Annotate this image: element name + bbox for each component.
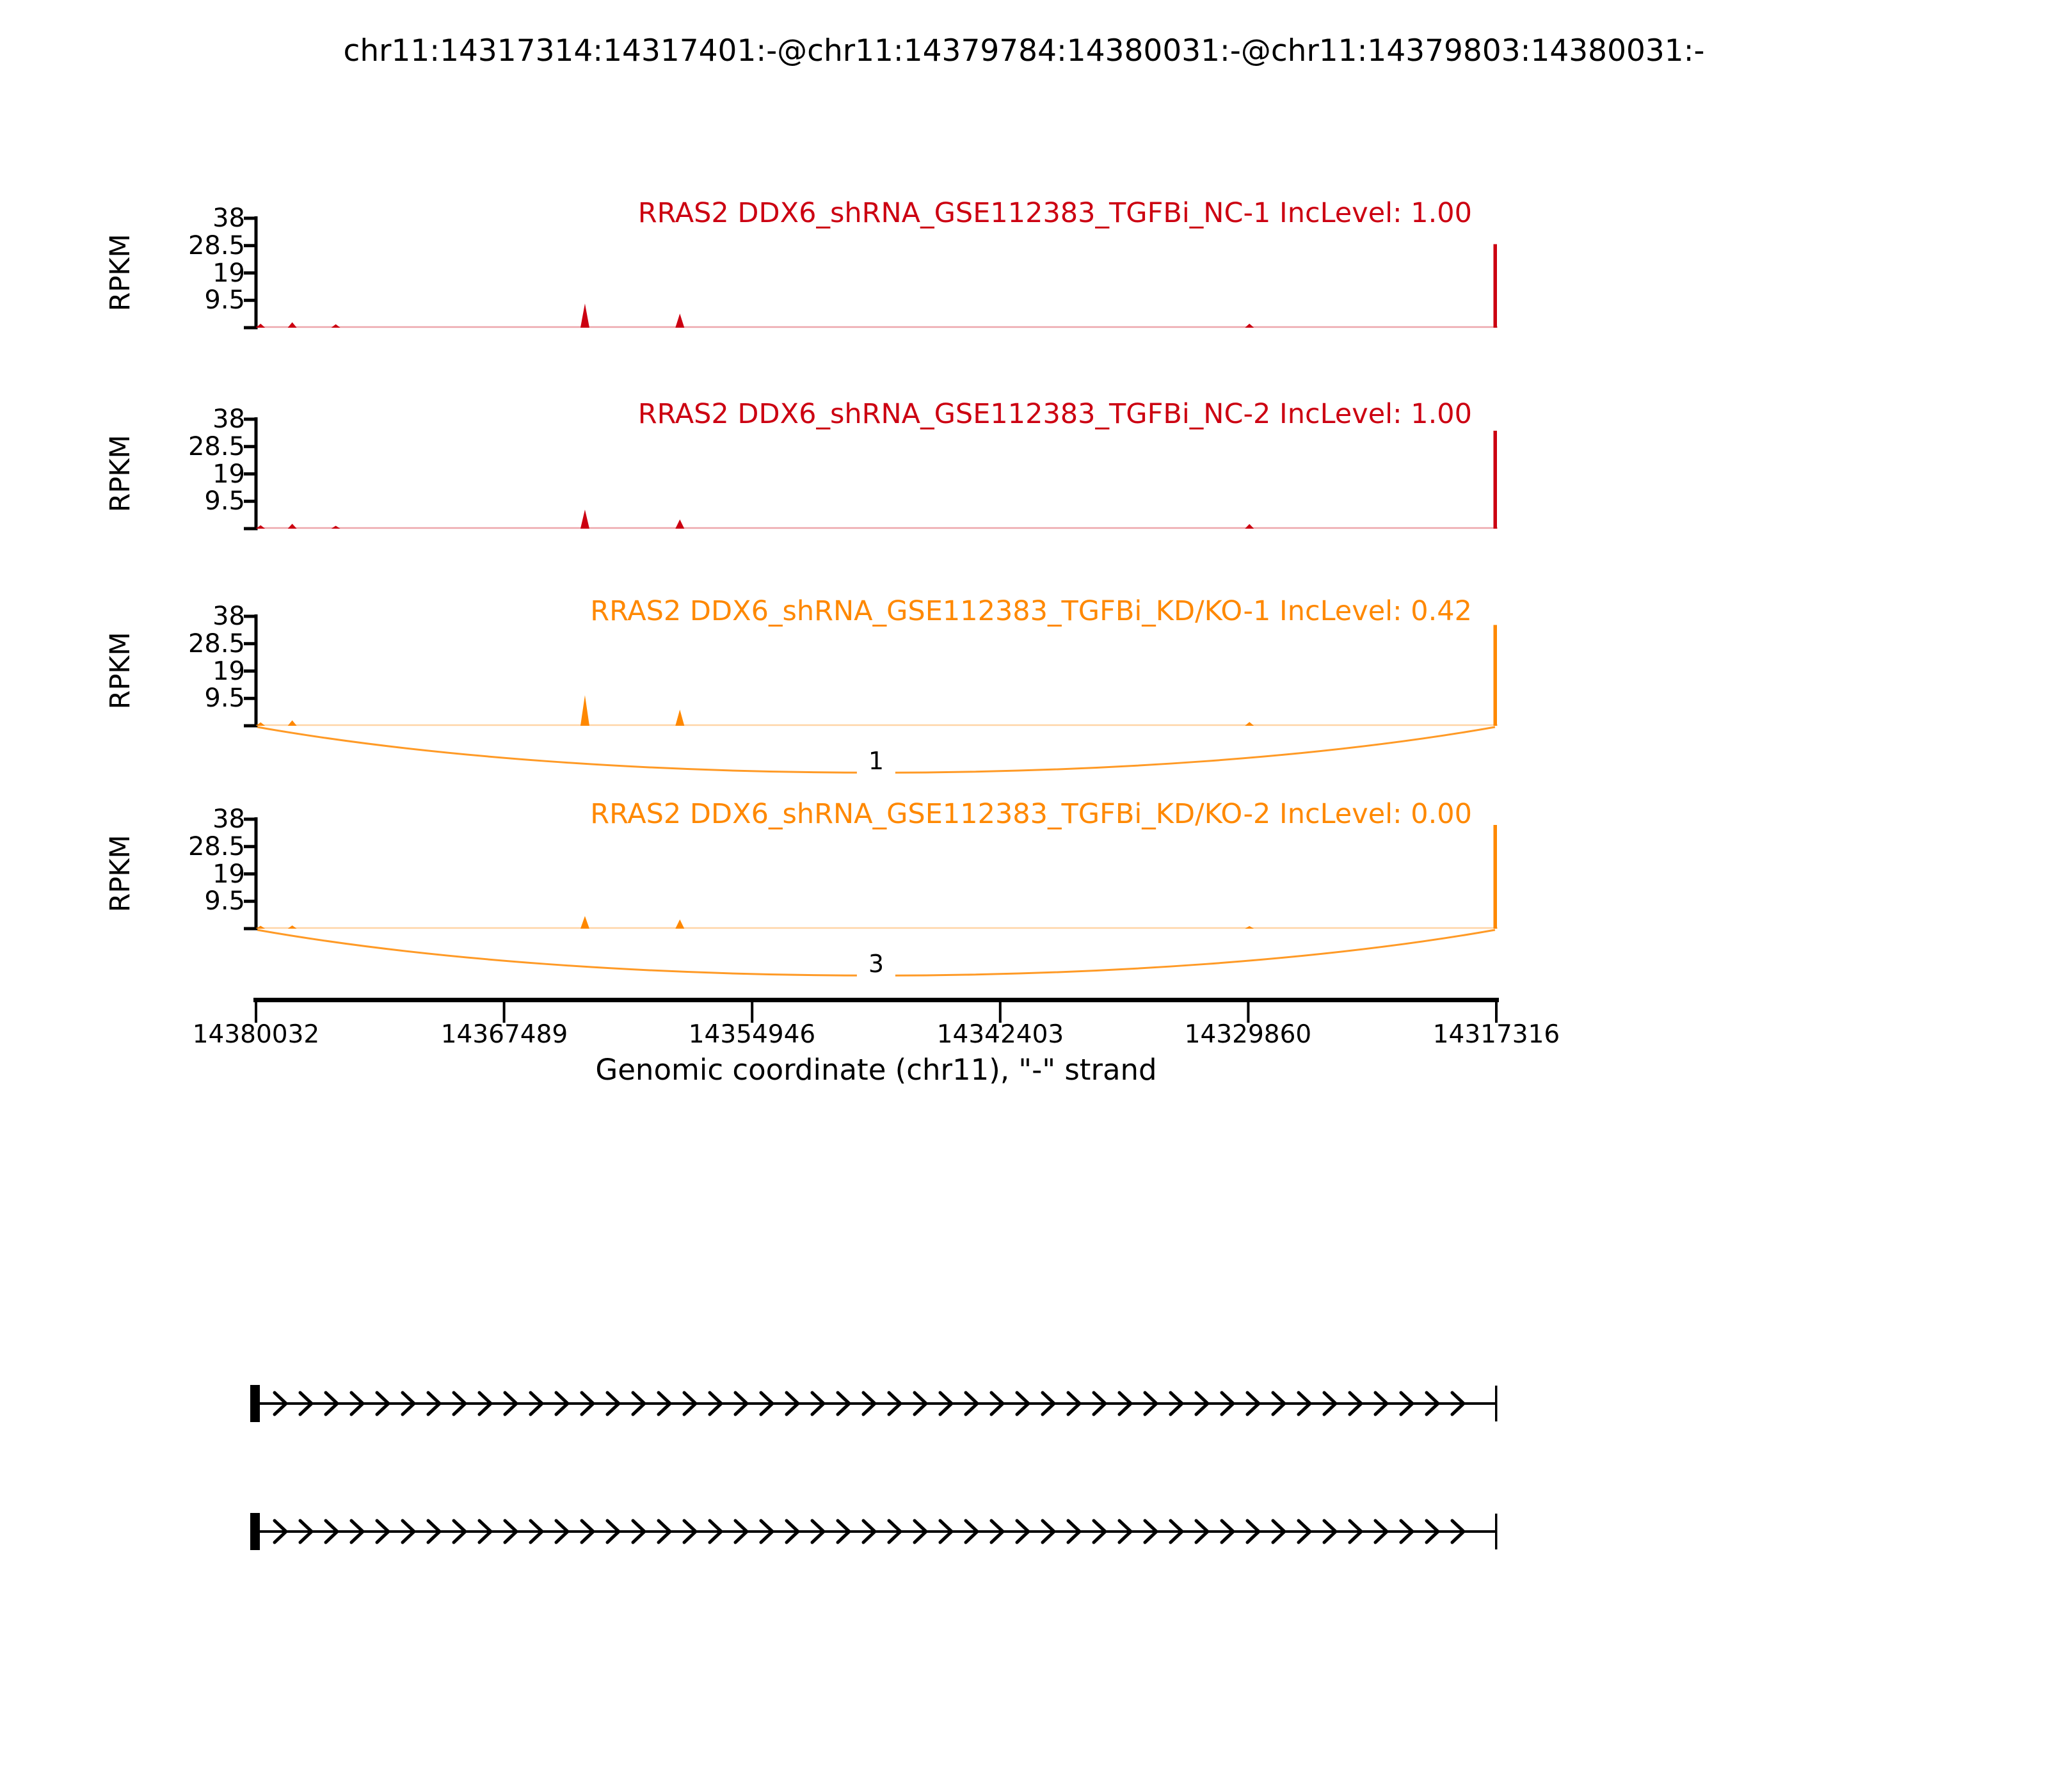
- track-4-ytick-9p5: 9.5: [204, 886, 245, 916]
- transcript-end-tick: [1495, 1514, 1498, 1549]
- track-4-ytick-19: 19: [212, 860, 245, 889]
- gene-model-row-1: [250, 1385, 1498, 1422]
- track-3-junction-count: 1: [857, 747, 895, 775]
- track-3-ytick-28p5: 28.5: [188, 629, 245, 659]
- track-4-ytick-28p5: 28.5: [188, 832, 245, 861]
- track-3-y-axis: [244, 614, 256, 728]
- track-2-ytick-38: 38: [212, 404, 245, 434]
- track-2-ytick-19: 19: [212, 460, 245, 489]
- track-2-ytick-9p5: 9.5: [204, 486, 245, 516]
- transcript-end-tick: [1495, 1386, 1498, 1421]
- track-3-ytick-9p5: 9.5: [204, 684, 245, 713]
- track-1-y-axis: [244, 216, 256, 330]
- xtick-14380032: 14380032: [192, 1020, 320, 1049]
- track-4-junction-count: 3: [857, 950, 895, 978]
- track-2-ylabel: RPKM: [104, 435, 136, 513]
- x-axis-title: Genomic coordinate (chr11), "-" strand: [595, 1053, 1157, 1087]
- track-1-ytick-9p5: 9.5: [204, 285, 245, 315]
- xtick-14317316: 14317316: [1432, 1020, 1560, 1049]
- xtick-14367489: 14367489: [440, 1020, 568, 1049]
- track-3-ylabel: RPKM: [104, 632, 136, 710]
- track-3-ytick-19: 19: [212, 657, 245, 686]
- track-3-ytick-38: 38: [212, 602, 245, 631]
- xtick-14342403: 14342403: [936, 1020, 1064, 1049]
- track-4-ytick-38: 38: [212, 804, 245, 834]
- track-2-label: RRAS2 DDX6_shRNA_GSE112383_TGFBi_NC-2 IncLevel: 1.00: [637, 398, 1472, 430]
- track-1-ytick-38: 38: [212, 204, 245, 233]
- gene-model-row-2: [250, 1513, 1498, 1550]
- track-4-ylabel: RPKM: [104, 835, 136, 913]
- track-4-label: RRAS2 DDX6_shRNA_GSE112383_TGFBi_KD/KO-2 IncLevel: 0.00: [590, 798, 1472, 830]
- track-1-ytick-19: 19: [212, 259, 245, 288]
- plot-title: chr11:14317314:14317401:-@chr11:14379784:14380031:-@chr11:14379803:14380031:-: [343, 33, 1705, 68]
- track-3-label: RRAS2 DDX6_shRNA_GSE112383_TGFBi_KD/KO-1 IncLevel: 0.42: [590, 595, 1472, 627]
- x-axis: [253, 998, 1499, 1023]
- track-1-label: RRAS2 DDX6_shRNA_GSE112383_TGFBi_NC-1 IncLevel: 1.00: [637, 197, 1472, 229]
- coverage-track-1: [244, 216, 1498, 330]
- track-2-ytick-28p5: 28.5: [188, 432, 245, 461]
- xtick-14354946: 14354946: [688, 1020, 816, 1049]
- track-4-y-axis: [244, 817, 256, 931]
- track-2-y-axis: [244, 417, 256, 531]
- track-1-ytick-28p5: 28.5: [188, 231, 245, 260]
- coverage-track-2: [244, 417, 1498, 531]
- xtick-14329860: 14329860: [1184, 1020, 1312, 1049]
- track-1-ylabel: RPKM: [104, 234, 136, 312]
